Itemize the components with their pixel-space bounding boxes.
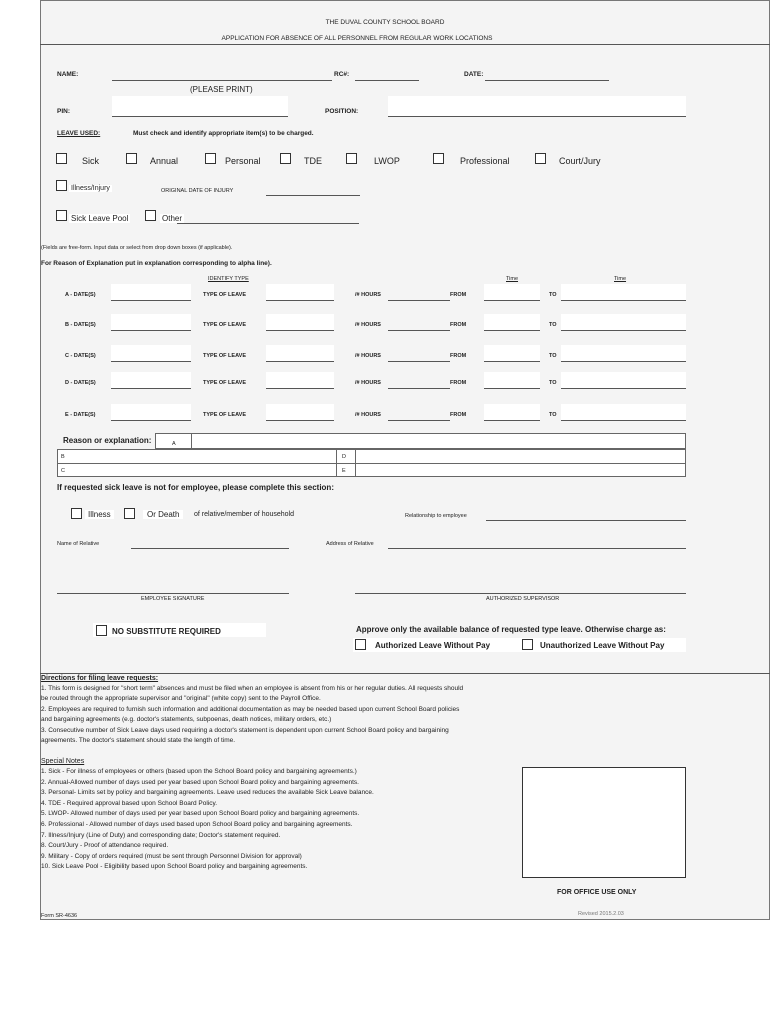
row-from-label: FROM bbox=[450, 292, 467, 298]
row-to-underline bbox=[561, 330, 686, 331]
row-type-underline bbox=[266, 361, 334, 362]
row-type-field[interactable] bbox=[266, 284, 334, 300]
reason-label: Reason or explanation: bbox=[63, 436, 152, 445]
row-dates-underline bbox=[111, 420, 191, 421]
reason-e-field[interactable] bbox=[357, 464, 685, 476]
row-dates-label: D - DATE(S) bbox=[65, 380, 96, 386]
form-subtitle: APPLICATION FOR ABSENCE OF ALL PERSONNEL FROM REGULAR WORK LOCATIONS bbox=[221, 35, 493, 42]
annual-checkbox[interactable] bbox=[126, 153, 137, 164]
sick-leave-pool-checkbox[interactable] bbox=[56, 210, 67, 221]
lwop-label: LWOP bbox=[374, 156, 400, 166]
reason-b-field[interactable] bbox=[69, 450, 335, 462]
rc-label: RC#: bbox=[334, 71, 350, 78]
time-label-to: Time bbox=[614, 276, 627, 282]
reason-grid-vline bbox=[336, 449, 337, 477]
death-relative-label: Or Death bbox=[143, 510, 183, 519]
special-note-line: 8. Court/Jury - Proof of attendance required. bbox=[41, 842, 169, 850]
row-from-label: FROM bbox=[450, 322, 467, 328]
special-note-line: 1. Sick - For illness of employees or others (based upon the School Board policy and bargaining agreements.) bbox=[41, 768, 357, 775]
row-from-field[interactable] bbox=[484, 404, 540, 420]
directions-title: Directions for filing leave requests: bbox=[41, 675, 159, 682]
row-to-label: TO bbox=[549, 292, 557, 298]
row-to-field[interactable] bbox=[561, 284, 686, 300]
row-hours-field[interactable] bbox=[388, 388, 450, 389]
personal-label: Personal bbox=[225, 156, 261, 166]
row-to-label: TO bbox=[549, 322, 557, 328]
row-to-label: TO bbox=[549, 412, 557, 418]
row-to-label: TO bbox=[549, 353, 557, 359]
office-use-box[interactable] bbox=[522, 767, 686, 878]
row-dates-field[interactable] bbox=[111, 404, 191, 420]
personal-checkbox[interactable] bbox=[205, 153, 216, 164]
row-from-underline bbox=[484, 388, 540, 389]
name-of-relative-field[interactable] bbox=[131, 548, 289, 549]
row-to-underline bbox=[561, 300, 686, 301]
no-substitute-label: NO SUBSTITUTE REQUIRED bbox=[112, 627, 221, 636]
employee-signature-field[interactable] bbox=[57, 593, 289, 594]
row-hours-field[interactable] bbox=[388, 420, 450, 421]
row-from-field[interactable] bbox=[484, 372, 540, 388]
row-dates-underline bbox=[111, 361, 191, 362]
tde-label: TDE bbox=[304, 156, 322, 166]
directions-line: agreements. The doctor's statement should state the length of time. bbox=[41, 737, 236, 744]
position-underline bbox=[388, 116, 686, 117]
free-form-note: (Fields are free-form. Input data or select from drop down boxes (if applicable). bbox=[41, 245, 233, 251]
position-label: POSITION: bbox=[325, 108, 359, 115]
reason-a-letter: A bbox=[172, 441, 176, 447]
reason-grid-vline2 bbox=[355, 449, 356, 477]
office-use-label: FOR OFFICE USE ONLY bbox=[557, 889, 637, 896]
row-dates-label: E - DATE(S) bbox=[65, 412, 96, 418]
directions-line: 3. Consecutive number of Sick Leave days used requiring a doctor's statement is dependent upon current School Board policy and bargaining bbox=[41, 726, 449, 734]
leave-used-label: LEAVE USED: bbox=[57, 130, 101, 137]
supervisor-signature-label: AUTHORIZED SUPERVISOR bbox=[486, 596, 560, 602]
form-number: Form SR-4636 bbox=[41, 913, 78, 919]
special-note-line: 3. Personal- Limits set by policy and bargaining agreements. Leave used reduces the available Sick Leave balance. bbox=[41, 789, 374, 797]
reason-e-letter: E bbox=[342, 468, 346, 474]
illness-relative-label: Illness bbox=[85, 510, 114, 519]
row-type-underline bbox=[266, 388, 334, 389]
row-type-field[interactable] bbox=[266, 404, 334, 420]
employee-signature-label: EMPLOYEE SIGNATURE bbox=[141, 596, 205, 602]
directions-line: 2. Employees are required to furnish such information and additional documentation as may be needed based upon current School Board policies bbox=[41, 705, 460, 713]
of-relative-label: of relative/member of household bbox=[194, 511, 294, 518]
row-type-label: TYPE OF LEAVE bbox=[203, 380, 246, 386]
row-from-label: FROM bbox=[450, 380, 467, 386]
original-date-injury-label: ORIGINAL DATE OF INJURY bbox=[161, 188, 234, 194]
special-notes-title: Special Notes bbox=[41, 758, 85, 765]
row-type-underline bbox=[266, 420, 334, 421]
authorized-lwop-label: Authorized Leave Without Pay bbox=[375, 641, 491, 650]
row-type-underline bbox=[266, 330, 334, 331]
time-label-from: Time bbox=[506, 276, 519, 282]
special-note-line: 2. Annual-Allowed number of days used per year based upon School Board policy and bargaining agreements. bbox=[41, 778, 359, 786]
please-print-note: (PLEASE PRINT) bbox=[190, 85, 253, 94]
directions-line: 1. This form is designed for "short term" absences and must be filed when an employee is absent from his or her regular duties. All requests should bbox=[41, 685, 464, 692]
supervisor-signature-field[interactable] bbox=[355, 593, 686, 594]
row-from-field[interactable] bbox=[484, 314, 540, 330]
illness-relative-checkbox[interactable] bbox=[71, 508, 82, 519]
row-hours-label: /# HOURS bbox=[355, 412, 381, 418]
directions-line: and bargaining agreements (e.g. doctor's statements, subpoenas, death notices, military orders, etc.) bbox=[41, 716, 332, 724]
row-hours-field[interactable] bbox=[388, 330, 450, 331]
illness-injury-checkbox[interactable] bbox=[56, 180, 67, 191]
revised-label: Revised 2015.2.03 bbox=[578, 911, 624, 917]
row-to-underline bbox=[561, 420, 686, 421]
row-dates-label: A - DATE(S) bbox=[65, 292, 96, 298]
rc-field[interactable] bbox=[355, 80, 419, 81]
reason-a-divider bbox=[191, 433, 192, 449]
reason-d-letter: D bbox=[342, 454, 346, 460]
address-of-relative-field[interactable] bbox=[388, 548, 686, 549]
row-to-field[interactable] bbox=[561, 372, 686, 388]
row-from-underline bbox=[484, 300, 540, 301]
row-dates-label: B - DATE(S) bbox=[65, 322, 96, 328]
row-to-underline bbox=[561, 388, 686, 389]
row-from-underline bbox=[484, 330, 540, 331]
name-of-relative-label: Name of Relative bbox=[57, 541, 100, 547]
reason-instruction: For Reason of Explanation put in explanation corresponding to alpha line). bbox=[41, 260, 272, 267]
row-hours-label: /# HOURS bbox=[355, 322, 381, 328]
original-date-injury-field[interactable] bbox=[266, 195, 360, 196]
row-from-underline bbox=[484, 361, 540, 362]
row-from-label: FROM bbox=[450, 412, 467, 418]
other-field[interactable] bbox=[177, 223, 359, 224]
court-jury-label: Court/Jury bbox=[559, 156, 601, 166]
row-type-label: TYPE OF LEAVE bbox=[203, 292, 246, 298]
row-to-field[interactable] bbox=[561, 345, 686, 361]
pin-field[interactable] bbox=[112, 96, 288, 116]
relative-section-title: If requested sick leave is not for employee, please complete this section: bbox=[57, 483, 334, 492]
row-to-label: TO bbox=[549, 380, 557, 386]
position-field[interactable] bbox=[388, 96, 686, 116]
date-label: DATE: bbox=[464, 71, 484, 78]
pin-underline bbox=[112, 116, 288, 117]
reason-d-field[interactable] bbox=[357, 450, 685, 462]
row-type-label: TYPE OF LEAVE bbox=[203, 412, 246, 418]
row-type-label: TYPE OF LEAVE bbox=[203, 353, 246, 359]
row-dates-field[interactable] bbox=[111, 284, 191, 300]
no-substitute-checkbox[interactable] bbox=[96, 625, 107, 636]
reason-c-field[interactable] bbox=[69, 464, 335, 476]
row-hours-label: /# HOURS bbox=[355, 380, 381, 386]
row-dates-underline bbox=[111, 300, 191, 301]
special-note-line: 5. LWOP- Allowed number of days used per year based upon School Board policy and bargaining agreements. bbox=[41, 810, 360, 818]
row-type-field[interactable] bbox=[266, 345, 334, 361]
row-dates-label: C - DATE(S) bbox=[65, 353, 96, 359]
row-type-field[interactable] bbox=[266, 314, 334, 330]
pin-label: PIN: bbox=[57, 108, 70, 115]
row-from-field[interactable] bbox=[484, 345, 540, 361]
row-type-underline bbox=[266, 300, 334, 301]
row-from-field[interactable] bbox=[484, 284, 540, 300]
other-label: Other bbox=[162, 214, 183, 223]
row-to-field[interactable] bbox=[561, 314, 686, 330]
other-checkbox[interactable] bbox=[145, 210, 156, 221]
name-label: NAME: bbox=[57, 71, 79, 78]
header-divider bbox=[40, 44, 770, 45]
relationship-field[interactable] bbox=[486, 520, 686, 521]
row-from-underline bbox=[484, 420, 540, 421]
row-dates-field[interactable] bbox=[111, 372, 191, 388]
special-note-line: 10. Sick Leave Pool - Eligibility based upon School Board policy and bargaining agreements. bbox=[41, 863, 308, 871]
illness-injury-label: Illness/Injury bbox=[71, 185, 110, 192]
lwop-checkbox[interactable] bbox=[346, 153, 357, 164]
identify-type-label: IDENTIFY TYPE bbox=[208, 276, 249, 282]
sick-checkbox[interactable] bbox=[56, 153, 67, 164]
sick-leave-pool-label: Sick Leave Pool bbox=[71, 214, 129, 223]
reason-c-letter: C bbox=[61, 468, 65, 474]
row-type-field[interactable] bbox=[266, 372, 334, 388]
special-note-line: 6. Professional - Allowed number of days used based upon School Board policy and bargaining agreements. bbox=[41, 821, 353, 828]
approve-text: Approve only the available balance of requested type leave. Otherwise charge as: bbox=[356, 625, 666, 634]
row-type-label: TYPE OF LEAVE bbox=[203, 322, 246, 328]
row-hours-field[interactable] bbox=[388, 361, 450, 362]
row-from-label: FROM bbox=[450, 353, 467, 359]
address-of-relative-label: Address of Relative bbox=[326, 541, 374, 547]
row-hours-label: /# HOURS bbox=[355, 353, 381, 359]
unauthorized-lwop-checkbox[interactable] bbox=[522, 639, 533, 650]
directions-divider bbox=[40, 673, 770, 674]
row-dates-field[interactable] bbox=[111, 314, 191, 330]
row-hours-field[interactable] bbox=[388, 300, 450, 301]
reason-b-letter: B bbox=[61, 454, 65, 460]
row-to-field[interactable] bbox=[561, 404, 686, 420]
row-dates-field[interactable] bbox=[111, 345, 191, 361]
special-note-line: 4. TDE - Required approval based upon School Board Policy. bbox=[41, 799, 218, 807]
relationship-label: Relationship to employee bbox=[405, 513, 467, 519]
row-dates-underline bbox=[111, 330, 191, 331]
court-jury-checkbox[interactable] bbox=[535, 153, 546, 164]
row-hours-label: /# HOURS bbox=[355, 292, 381, 298]
professional-checkbox[interactable] bbox=[433, 153, 444, 164]
death-relative-checkbox[interactable] bbox=[124, 508, 135, 519]
row-dates-underline bbox=[111, 388, 191, 389]
row-to-underline bbox=[561, 361, 686, 362]
unauthorized-lwop-label: Unauthorized Leave Without Pay bbox=[540, 641, 665, 650]
name-field[interactable] bbox=[112, 80, 332, 81]
date-field[interactable] bbox=[485, 80, 609, 81]
professional-label: Professional bbox=[460, 156, 510, 166]
leave-used-instruction: Must check and identify appropriate item(s) to be charged. bbox=[133, 130, 314, 137]
authorized-lwop-checkbox[interactable] bbox=[355, 639, 366, 650]
form-title: THE DUVAL COUNTY SCHOOL BOARD bbox=[325, 19, 445, 26]
annual-label: Annual bbox=[150, 156, 179, 166]
special-note-line: 9. Military - Copy of orders required (must be sent through Personnel Division for approval) bbox=[41, 852, 302, 860]
directions-line: be routed through the appropriate supervisor and "original" (white copy) sent to the Payroll Office. bbox=[41, 695, 321, 703]
sick-label: Sick bbox=[82, 156, 100, 166]
special-note-line: 7. Illness/Injury (Line of Duty) and corresponding date; Doctor's statement required. bbox=[41, 831, 281, 839]
tde-checkbox[interactable] bbox=[280, 153, 291, 164]
reason-a-field[interactable] bbox=[155, 433, 686, 449]
